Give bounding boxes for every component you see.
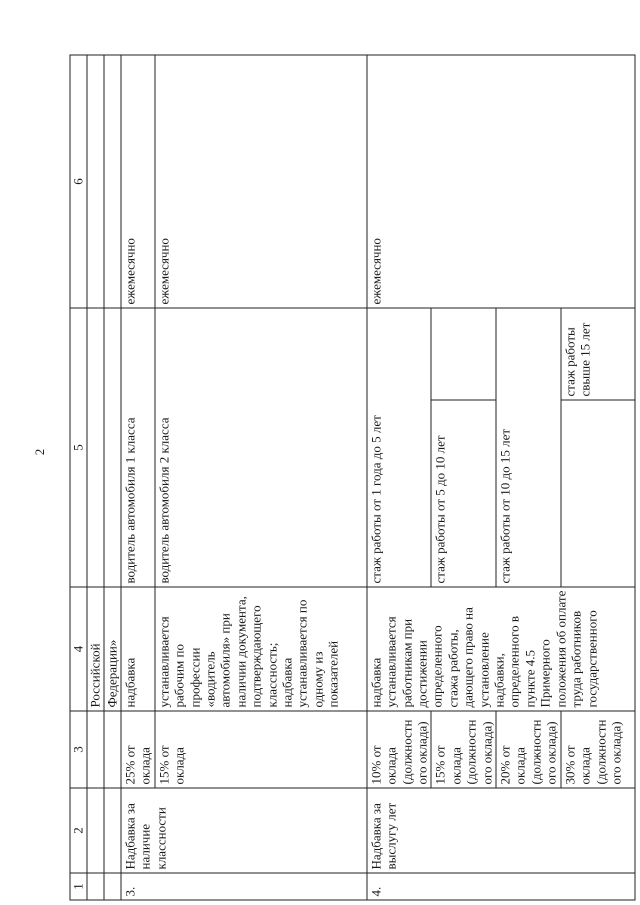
header-col-4: 4	[70, 587, 87, 711]
row-4-1	[366, 55, 431, 900]
cont-cell	[104, 711, 121, 788]
cont-col4-line1: Российской	[87, 587, 104, 711]
cont-cell	[104, 308, 121, 587]
payment-table	[69, 55, 635, 901]
cont-cell	[104, 55, 121, 308]
row-4-amount-2: 15% от оклада (должностного оклада)	[431, 711, 496, 788]
row-4-period: ежемесячно	[366, 55, 634, 308]
header-col-1: 1	[70, 873, 87, 900]
payment-table-sheet	[69, 56, 635, 901]
row-3-name: Надбавка за наличие классности	[121, 788, 367, 873]
row-3b-condition: водитель автомобиля 2 класса	[154, 308, 366, 587]
cont-col4-line2: Федерации»	[104, 587, 121, 711]
row-3a-amount: 25% от оклада	[121, 711, 155, 788]
header-col-5: 5	[70, 308, 87, 587]
header-col-6: 6	[70, 55, 87, 308]
continuation-row	[104, 55, 121, 900]
row-3-number: 3.	[121, 873, 367, 900]
row-3a-condition: водитель автомобиля 1 класса	[121, 308, 155, 587]
row-3a-type: надбавка	[121, 587, 155, 711]
row-4-condition-3: стаж работы от 10 до 15 лет	[496, 308, 561, 587]
row-4-amount-1: 10% от оклада (должностного оклада)	[366, 711, 431, 788]
cont-cell	[87, 873, 104, 900]
row-3b-amount: 15% от оклада	[154, 711, 366, 788]
row-4-amount-3: 20% от оклада (должностного оклада)	[496, 711, 561, 788]
header-row	[70, 55, 87, 900]
row-4-amount-4: 30% от оклада (должностного оклада)	[560, 711, 634, 788]
cont-cell	[87, 55, 104, 308]
row-4-condition-2-blank	[431, 308, 496, 400]
cont-cell	[104, 788, 121, 873]
row-3b-period: ежемесячно	[154, 55, 366, 308]
cont-cell	[87, 788, 104, 873]
cont-cell	[87, 308, 104, 587]
row-4-condition-1: стаж работы от 1 года до 5 лет	[366, 308, 431, 587]
row-3b-type: устанавливается рабочим по профессии «водитель автомобиля» при наличии документа, подтверждающего классность; надбавка устанавливается по одному из показателей	[154, 587, 366, 711]
row-3a	[121, 55, 155, 900]
row-4-condition-4-blank	[560, 400, 634, 587]
header-col-2: 2	[70, 788, 87, 873]
row-4-description: надбавка устанавливается работникам при достижении определенного стажа работы, дающего право на установление надбавки, определенного в пункте 4.5 Примерного положения об оплате труда работников государственного	[366, 587, 634, 711]
header-col-3: 3	[70, 711, 87, 788]
row-3a-period: ежемесячно	[121, 55, 155, 308]
cont-cell	[87, 711, 104, 788]
row-4-condition-4: стаж работы свыше 15 лет	[560, 308, 634, 400]
row-3b	[154, 55, 366, 900]
row-4-condition-2: стаж работы от 5 до 10 лет	[431, 400, 496, 587]
row-4-number: 4.	[366, 873, 634, 900]
cont-cell	[104, 873, 121, 900]
page-number: 2	[32, 448, 47, 456]
row-4-name: Надбавка за выслугу лет	[366, 788, 634, 873]
continuation-row	[87, 55, 104, 900]
